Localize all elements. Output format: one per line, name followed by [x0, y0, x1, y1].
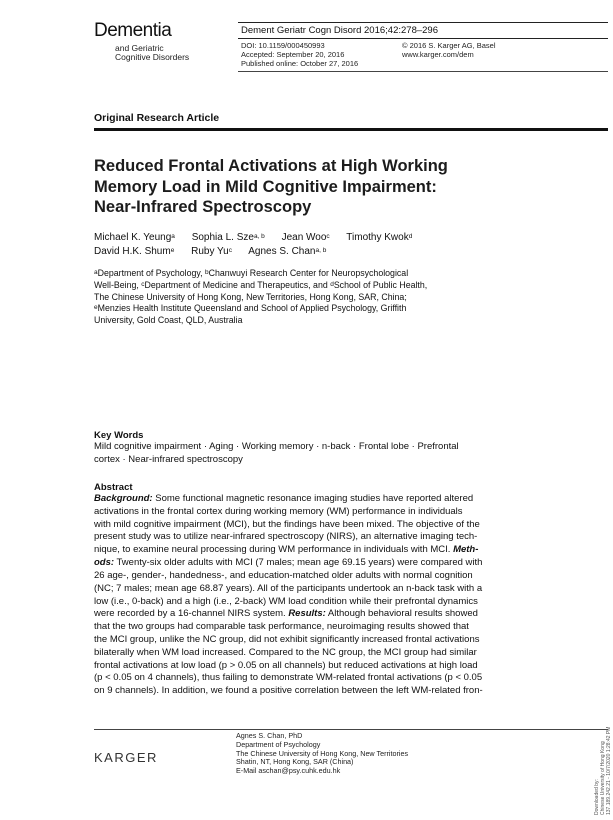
abstract-line: 26 age-, gender-, handedness-, and education-matched older adults with normal cognition	[94, 569, 473, 581]
accepted-date: Accepted: September 20, 2016	[241, 50, 345, 59]
author-list	[94, 231, 412, 259]
publisher-logo: KARGER	[94, 750, 158, 765]
published-date: Published online: October 27, 2016	[241, 59, 359, 68]
keywords-list	[94, 441, 524, 467]
article-type: Original Research Article	[94, 112, 220, 124]
contact-email[interactable]: E-Mail aschan@psy.cuhk.edu.hk	[236, 766, 341, 776]
abstract-line: (p < 0.05 on 4 channels), thus failing to demonstrate WM-related frontal activations (p < 0.05	[94, 672, 483, 684]
abstract-line: were recorded by a 16-channel NIRS system. Results: Although behavioral results showed	[94, 608, 478, 620]
doi: DOI: 10.1159/000450993	[241, 41, 325, 50]
abstract-line: that the two groups had comparable task performance, neuroimaging results showed that	[94, 621, 469, 633]
section-rule	[94, 128, 608, 131]
author: Sophia L. Sze$^{a, b}$	[191, 232, 265, 243]
copyright: © 2016 S. Karger AG, Basel	[402, 41, 496, 50]
author-line	[94, 231, 412, 245]
keywords-line: Mild cognitive impairment · Aging · Working memory · n-back · Frontal lobe · Prefrontal	[94, 441, 459, 452]
title-line: Memory Load in Mild Cognitive Impairment:	[94, 177, 437, 196]
keywords-heading: Key Words	[94, 430, 144, 441]
abstract-line: the MCI group, unlike the NC group, did not exhibit significantly increased frontal activations	[94, 633, 480, 645]
journal-logo: Dementia	[94, 20, 172, 41]
header-rule	[238, 38, 608, 39]
article-title	[94, 156, 594, 218]
footer-rule	[94, 729, 608, 730]
corresponding-author	[236, 732, 408, 776]
journal-website[interactable]: www.karger.com/dem	[402, 50, 474, 59]
abstract-line: low (i.e., 0-back) and a high (i.e., 2-back) WM load condition while their prefrontal dynamics	[94, 595, 478, 607]
abstract-line: frontal activations at low load (p > 0.05 on all channels) but reduced activations at high load	[94, 659, 478, 671]
affiliation-line: $^e$Menzies Health Institute Queensland and School of Applied Psychology, Griffith	[94, 303, 407, 314]
affiliation-line: Well-Being, $^c$Department of Medicine and Therapeutics, and $^d$School of Public Health,	[94, 279, 428, 290]
abstract-text	[94, 493, 518, 698]
abstract-line: bilaterally when WM load increased. Compared to the NC group, the MCI group had similar	[94, 646, 477, 658]
abstract-line: activations in the frontal cortex during working memory (WM) performance in individuals	[94, 505, 463, 517]
abstract-line: ods: Twenty-six older adults with MCI (7 males; mean age 69.15 years) were compared with	[94, 557, 483, 569]
contact-line: Shatin, NT, Hong Kong, SAR (China)	[236, 757, 354, 767]
affiliation-line: $^a$Department of Psychology, $^b$Chanwuyi Research Center for Neuropsychological	[94, 268, 409, 278]
abstract-line: nique, to examine neural processing during WM performance in individuals with MCI. Meth-	[94, 544, 479, 556]
title-line: Reduced Frontal Activations at High Working	[94, 157, 448, 175]
header-rule	[238, 22, 608, 23]
keywords-line: cortex · Near-infrared spectroscopy	[94, 453, 243, 465]
journal-citation: Dement Geriatr Cogn Disord 2016;42:278–296	[241, 25, 438, 36]
abstract-line: present study was to utilize near-infrared spectroscopy (NIRS), an alternative imaging tech-	[94, 531, 478, 543]
abstract-line: Background: Some functional magnetic resonance imaging studies have reported altered	[94, 493, 474, 504]
abstract-line: on 9 channels). In addition, we found a positive correlation between the left WM-related fron-	[94, 685, 483, 697]
author: Michael K. Yeung$^a$	[94, 232, 175, 243]
journal-logo-subtitle: Cognitive Disorders	[115, 52, 190, 62]
author: David H.K. Shum$^e$	[94, 246, 175, 257]
title-line: Near-Infrared Spectroscopy	[94, 198, 312, 216]
author: Timothy Kwok$^d$	[346, 232, 413, 243]
author-line	[94, 245, 412, 259]
header-rule	[238, 71, 608, 72]
affiliations	[94, 268, 494, 327]
contact-line: The Chinese University of Hong Kong, New Territories	[236, 748, 409, 758]
abstract-line: with mild cognitive impairment (MCI), but the findings have been mixed. The objective of the	[94, 518, 480, 530]
abstract-heading: Abstract	[94, 482, 133, 493]
download-note: Downloaded by: Chinese University of Hong Kong 137.189.242.21 - 10/7/2020 1:28:42 PM	[594, 726, 612, 815]
affiliation-line: University, Gold Coast, QLD, Australia	[94, 315, 243, 326]
author: Ruby Yu$^c$	[191, 246, 232, 257]
contact-line: Department of Psychology	[236, 739, 321, 749]
journal-logo-subtitle: and Geriatric	[115, 43, 164, 53]
author: Jean Woo$^c$	[281, 232, 330, 243]
contact-line: Agnes S. Chan, PhD	[236, 731, 303, 740]
author: Agnes S. Chan$^{a, b}$	[248, 246, 327, 257]
abstract-line: (NC; 7 males; mean age 68.87 years). All of the participants undertook an n-back task with a	[94, 582, 483, 594]
affiliation-line: The Chinese University of Hong Kong, New Territories, Hong Kong, SAR, China;	[94, 291, 407, 302]
